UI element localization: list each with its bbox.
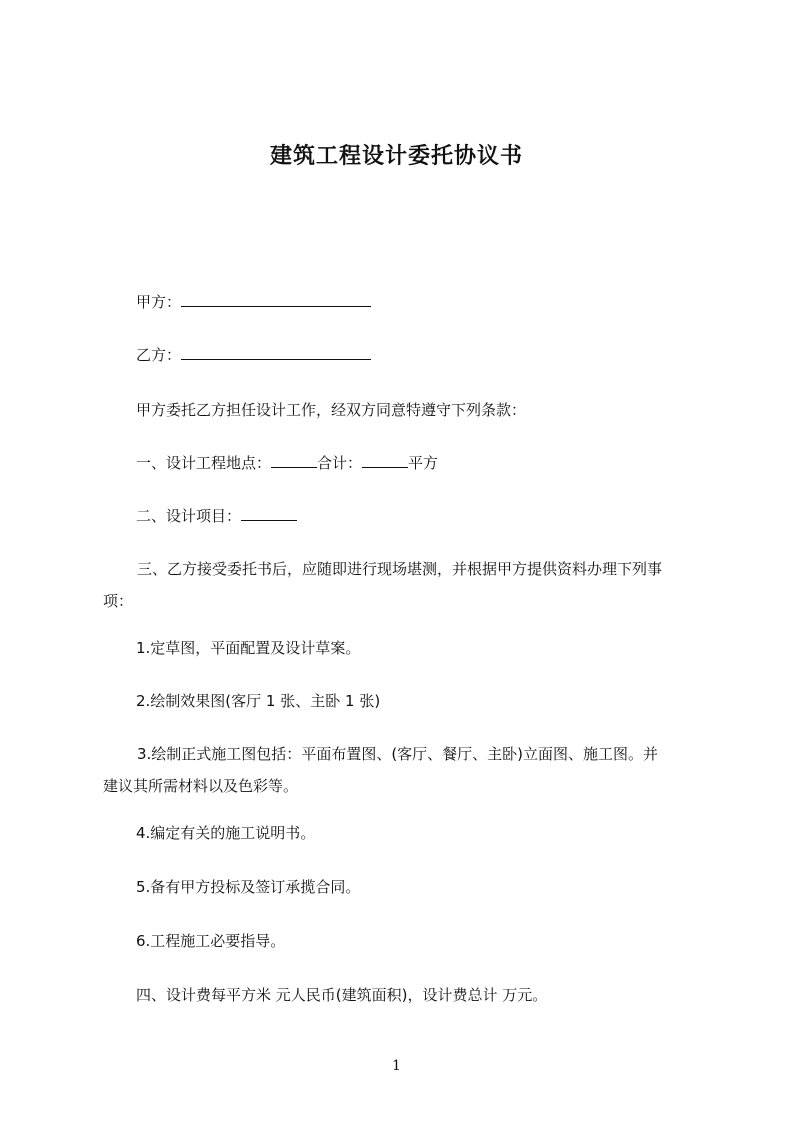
clause-2-line [136,506,297,526]
item-3-first-line: 3.绘制正式施工图包括：平面布置图、(客厅、餐厅、主卧)立面图、施工图。并 [137,745,659,763]
clause-1-line [136,453,438,473]
item-3-paragraph [103,744,703,796]
clause-1-prefix: 一、设计工程地点： [136,454,272,472]
party-b-label: 乙方： [136,346,182,364]
page-number: 1 [392,1058,401,1074]
clause-3-second-line: 项： [103,592,134,610]
intro-paragraph: 甲方委托乙方担任设计工作，经双方同意特遵守下列条款： [136,401,527,419]
clause-4-line: 四、设计费每平方米 元人民币(建筑面积)，设计费总计 万元。 [136,986,548,1004]
clause-1-middle: 合计： [317,454,363,472]
item-6: 6.工程施工必要指导。 [136,932,286,950]
clause-3-paragraph [103,559,703,611]
clause-3-first-line: 三、乙方接受委托书后，应随即进行现场堪测，并根据甲方提供资料办理下列事 [137,560,663,578]
clause-1-suffix: 平方 [408,454,439,472]
item-1: 1.定草图，平面配置及设计草案。 [136,639,361,657]
clause-1-area-blank [362,453,408,468]
party-a-line [136,292,371,312]
party-a-label: 甲方： [136,293,182,311]
item-5: 5.备有甲方投标及签订承揽合同。 [136,878,361,896]
document-title: 建筑工程设计委托协议书 [269,144,523,169]
item-2: 2.绘制效果图(客厅 1 张、主卧 1 张) [136,692,381,710]
item-4: 4.编定有关的施工说明书。 [136,824,316,842]
party-b-line [136,345,371,365]
clause-2-prefix: 二、设计项目： [136,507,242,525]
item-3-second-line: 建议其所需材料以及色彩等。 [103,777,299,795]
party-a-blank [181,292,371,307]
clause-1-location-blank [271,453,317,468]
clause-2-blank [241,506,297,521]
party-b-blank [181,345,371,360]
